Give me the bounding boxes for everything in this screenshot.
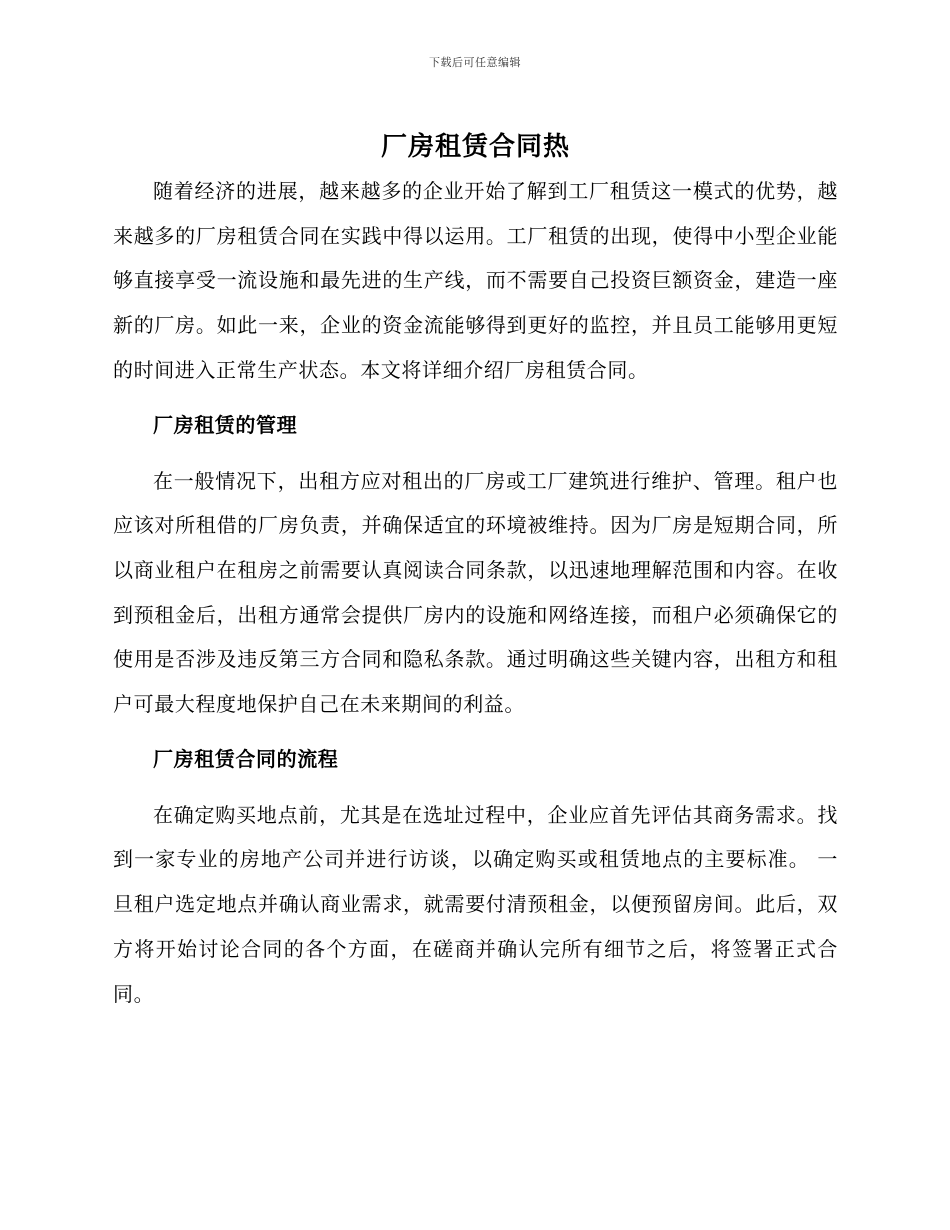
section-heading-management: 厂房租赁的管理 <box>153 412 298 437</box>
section-paragraph-management: 在一般情况下，出租方应对租出的厂房或工厂建筑进行维护、管理。租户也应该对所租借的厂房负责，并确保适宜的环境被维持。因为厂房是短期合同，所以商业租户在租房之前需要认真阅读合同条款，以迅速地理解范围和内容。在收到预租金后，出租方通常会提供厂房内的设施和网络连接，而租户必须确保它的使用是否涉及违反第三方合同和隐私条款。通过明确这些关键内容，出租方和租户可最大程度地保护自己在未来期间的利益。 <box>113 468 838 717</box>
section-paragraph-process: 在确定购买地点前，尤其是在选址过程中，企业应首先评估其商务需求。找到一家专业的房地产公司并进行访谈，以确定购买或租赁地点的主要标准。 一旦租户选定地点并确认商业需求，就需要付清预租金，以便预留房间。此后，双方将开始讨论合同的各个方面，在磋商并确认完所有细节之后，将签署正式合同。 <box>113 802 838 1006</box>
header-note: 下载后可任意编辑 <box>429 56 521 69</box>
document-title: 厂房租赁合同热 <box>380 132 570 162</box>
section-heading-process: 厂房租赁合同的流程 <box>153 746 339 771</box>
document-body <box>113 125 838 1016</box>
intro-paragraph: 随着经济的进展，越来越多的企业开始了解到工厂租赁这一模式的优势，越来越多的厂房租赁合同在实践中得以运用。工厂租赁的出现，使得中小型企业能够直接享受一流设施和最先进的生产线，而不需要自己投资巨额资金，建造一座新的厂房。如此一来，企业的资金流能够得到更好的监控，并且员工能够用更短的时间进入正常生产状态。本文将详细介绍厂房租赁合同。 <box>113 179 838 382</box>
